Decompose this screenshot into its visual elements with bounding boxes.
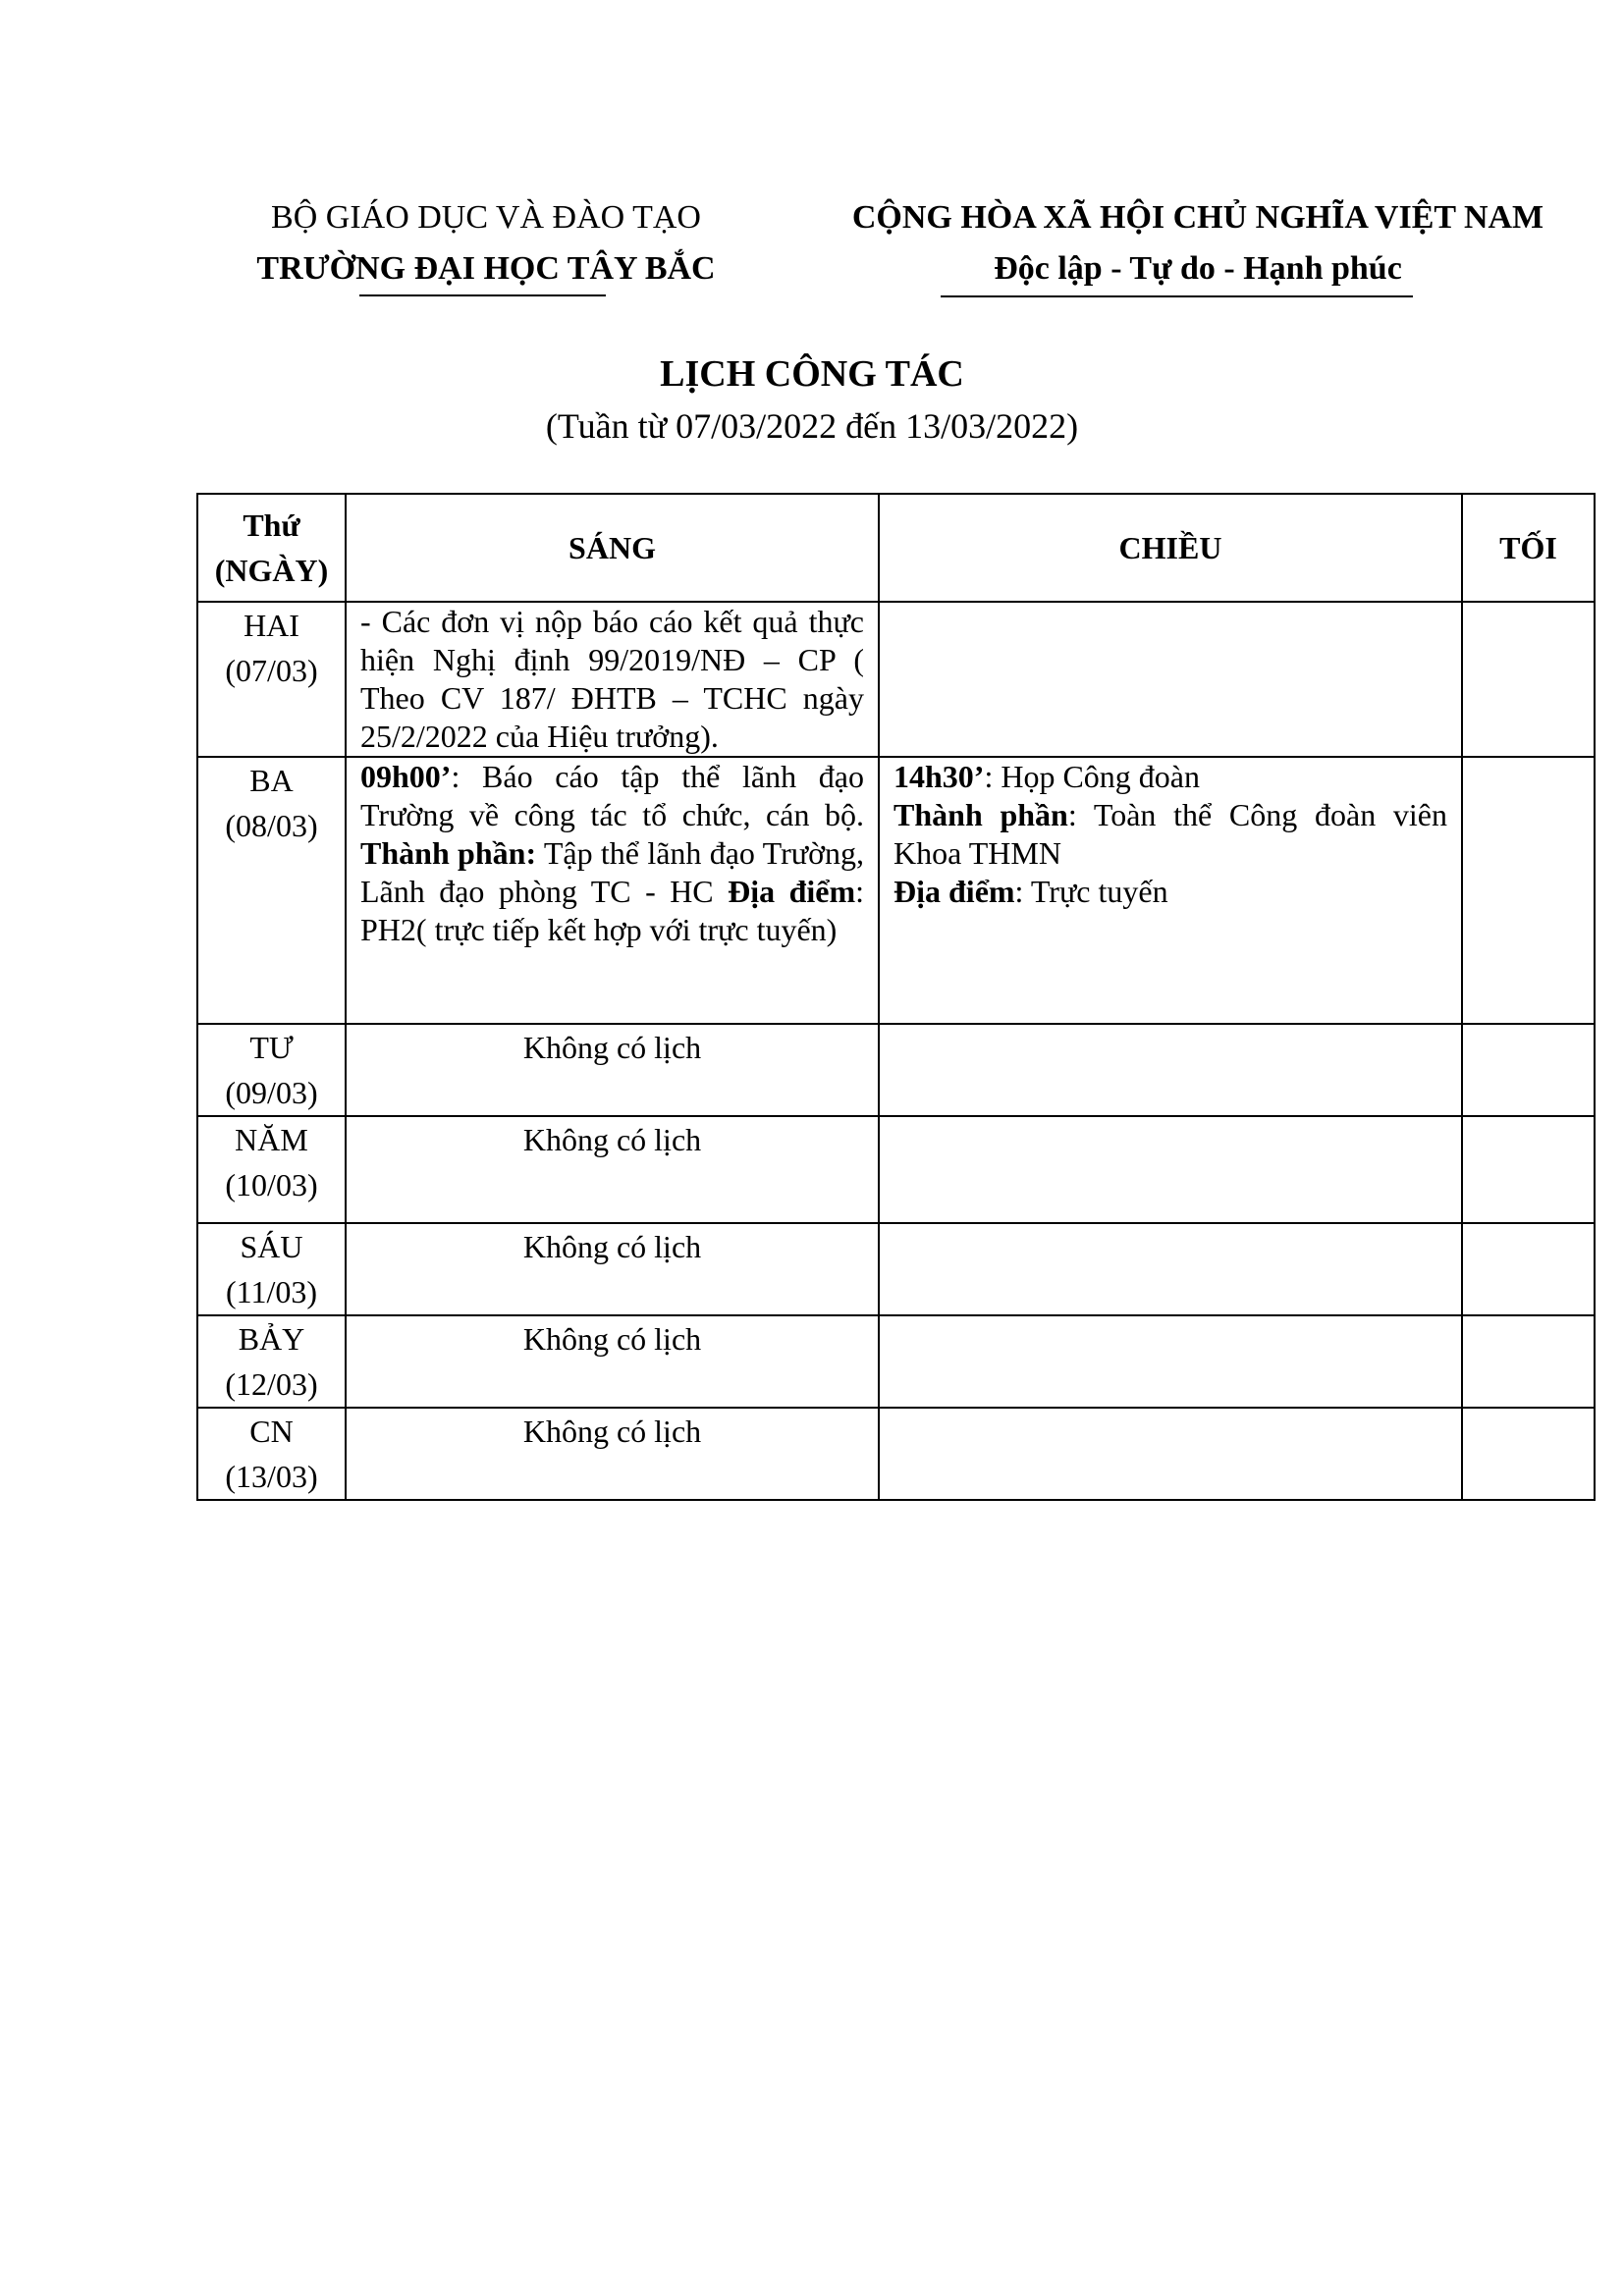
morning-title: : Báo cáo tập thể lãnh đạo Trường về công tác tổ chức, cán bộ.	[360, 759, 864, 832]
day-date: (09/03)	[225, 1075, 318, 1110]
evening-cell	[1462, 1315, 1595, 1408]
day-name: NĂM	[235, 1122, 308, 1157]
day-date: (07/03)	[225, 653, 318, 688]
day-date: (13/03)	[225, 1459, 318, 1494]
evening-cell	[1462, 1116, 1595, 1223]
morning-participants-label: Thành phần:	[360, 835, 537, 871]
afternoon-cell	[879, 1223, 1462, 1315]
document-subtitle: (Tuần từ 07/03/2022 đến 13/03/2022)	[545, 406, 1079, 446]
morning-text: Không có lịch	[522, 1229, 702, 1264]
table-row	[197, 1116, 1595, 1223]
morning-text: Không có lịch	[522, 1414, 702, 1449]
header-afternoon: CHIỀU	[879, 494, 1462, 602]
day-cell	[197, 602, 346, 757]
table-row	[197, 1223, 1595, 1315]
afternoon-participants: : Toàn thể Công đoàn viên Khoa THMN	[893, 797, 1447, 871]
morning-cell	[346, 1116, 879, 1223]
national-motto: Độc lập - Tự do - Hạnh phúc	[994, 250, 1402, 287]
day-name: TƯ	[249, 1030, 294, 1065]
afternoon-title: : Họp Công đoàn	[984, 759, 1200, 794]
table-row	[197, 1024, 1595, 1116]
afternoon-text	[880, 758, 1461, 911]
national-header	[805, 192, 1591, 294]
afternoon-location: : Trực tuyến	[1014, 874, 1168, 909]
morning-cell	[346, 757, 879, 1024]
table-row	[197, 757, 1595, 1024]
header-day	[197, 494, 346, 602]
day-date: (10/03)	[225, 1167, 318, 1202]
schedule-table	[196, 493, 1596, 1501]
table-row	[197, 1408, 1595, 1500]
day-name: BA	[249, 763, 294, 798]
morning-text: Không có lịch	[522, 1030, 702, 1065]
day-date: (11/03)	[225, 1274, 317, 1309]
ministry-header	[196, 192, 776, 294]
document-title: LỊCH CÔNG TÁC	[660, 353, 964, 395]
morning-location: : PH2( trực tiếp kết hợp với trực tuyến)	[360, 874, 865, 947]
day-date: (08/03)	[225, 808, 318, 843]
day-date: (12/03)	[225, 1366, 318, 1402]
day-name: SÁU	[240, 1229, 303, 1264]
afternoon-cell	[879, 1116, 1462, 1223]
morning-cell	[346, 1315, 879, 1408]
day-name: CN	[249, 1414, 294, 1449]
morning-text: Không có lịch	[522, 1321, 702, 1357]
day-cell	[197, 757, 346, 1024]
morning-cell	[346, 1024, 879, 1116]
morning-participants: Tập thể lãnh đạo Trường, Lãnh đạo phòng TC - HC	[360, 835, 865, 909]
afternoon-cell	[879, 1408, 1462, 1500]
afternoon-cell	[879, 602, 1462, 757]
evening-cell	[1462, 757, 1595, 1024]
header-day-line2: (NGÀY)	[214, 553, 329, 588]
afternoon-cell	[879, 757, 1462, 1024]
day-cell	[197, 1315, 346, 1408]
morning-cell	[346, 1408, 879, 1500]
evening-cell	[1462, 1024, 1595, 1116]
morning-cell	[346, 1223, 879, 1315]
table-header-row	[197, 494, 1595, 602]
day-cell	[197, 1408, 346, 1500]
day-cell	[197, 1223, 346, 1315]
evening-cell	[1462, 602, 1595, 757]
afternoon-time: 14h30’	[893, 759, 985, 794]
university-name: TRƯỜNG ĐẠI HỌC TÂY BẮC	[256, 250, 716, 287]
header-evening: TỐI	[1462, 494, 1595, 602]
table-row	[197, 1315, 1595, 1408]
header-morning: SÁNG	[346, 494, 879, 602]
day-name: BẢY	[238, 1321, 305, 1357]
evening-cell	[1462, 1408, 1595, 1500]
morning-text	[347, 758, 878, 949]
day-cell	[197, 1024, 346, 1116]
morning-time: 09h00’	[360, 759, 452, 794]
right-header-underline	[941, 295, 1413, 297]
afternoon-cell	[879, 1315, 1462, 1408]
afternoon-cell	[879, 1024, 1462, 1116]
table-row	[197, 602, 1595, 757]
morning-text: Không có lịch	[522, 1122, 702, 1157]
morning-text: - Các đơn vị nộp báo cáo kết quả thực hiện Nghị định 99/2019/NĐ – CP ( Theo CV 187/ ĐHTB – TCHC ngày 25/2/2022 của Hiệu trưởng).	[360, 604, 864, 754]
left-header-underline	[359, 294, 606, 296]
day-cell	[197, 1116, 346, 1223]
afternoon-participants-label: Thành phần	[893, 797, 1068, 832]
country-name: CỘNG HÒA XÃ HỘI CHỦ NGHĨA VIỆT NAM	[851, 199, 1544, 236]
afternoon-location-label: Địa điểm	[893, 874, 1015, 909]
evening-cell	[1462, 1223, 1595, 1315]
header-day-line1: Thứ	[243, 507, 300, 543]
morning-location-label: Địa điểm	[728, 874, 856, 909]
day-name: HAI	[244, 608, 299, 643]
morning-cell	[346, 602, 879, 757]
ministry-name: BỘ GIÁO DỤC VÀ ĐÀO TẠO	[271, 199, 701, 236]
